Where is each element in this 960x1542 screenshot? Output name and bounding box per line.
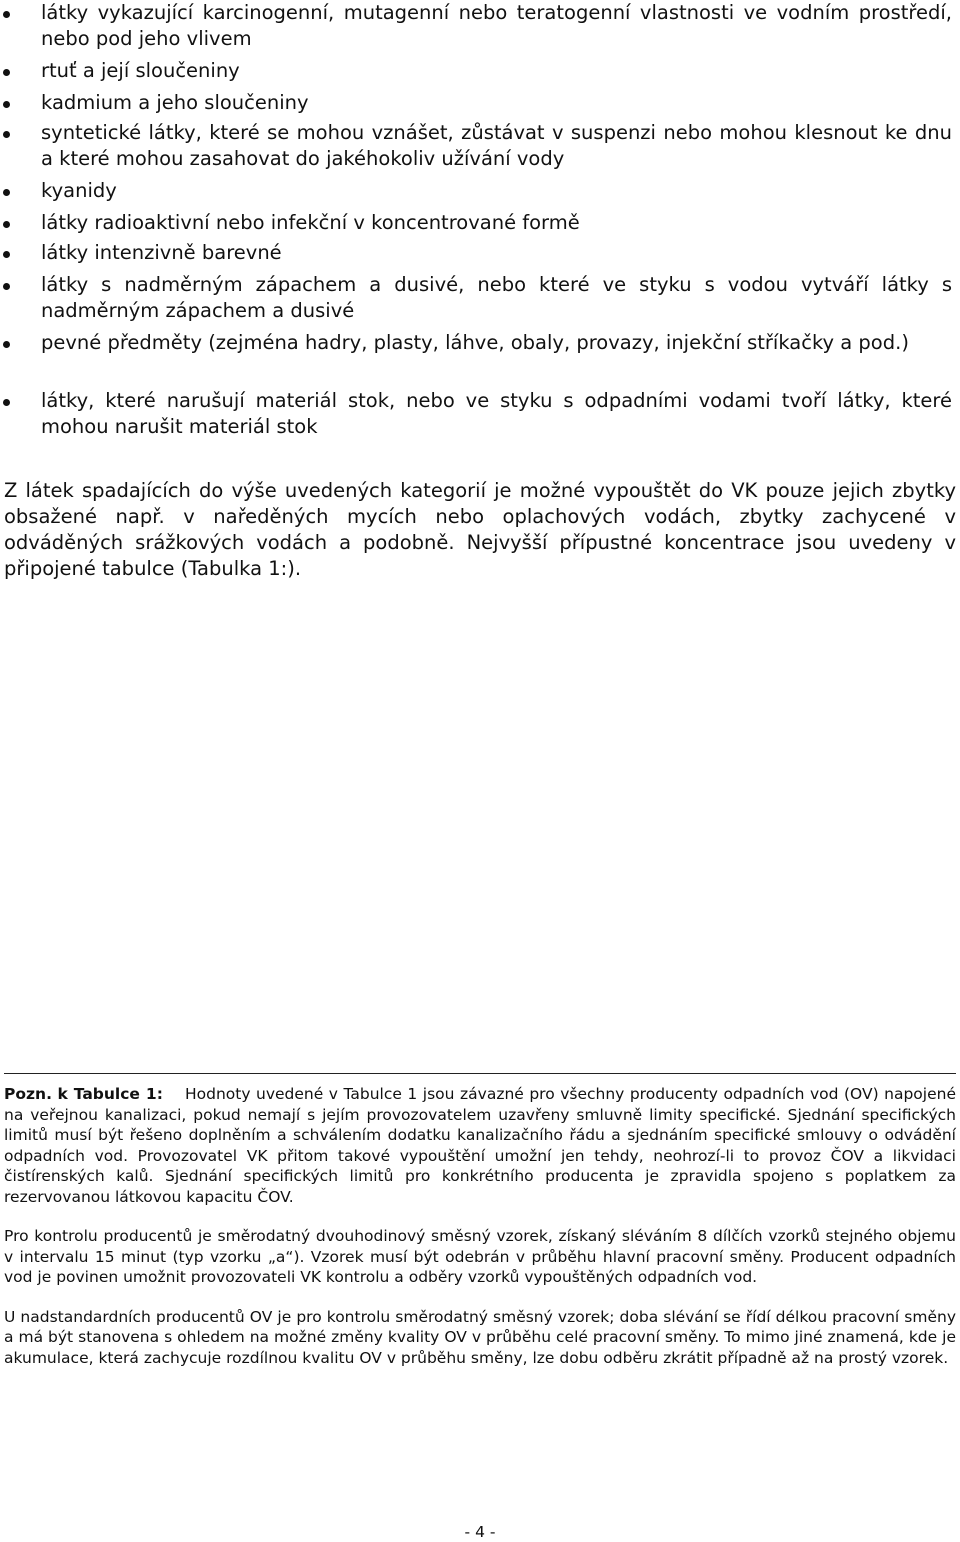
list-item-text: látky, které narušují materiál stok, nebo ve styku s odpadními vodami tvoří látky, které mohou narušit materiál stok	[41, 389, 952, 438]
note-table-reference: k Tabulce 1:	[57, 1085, 163, 1103]
list-item	[0, 330, 956, 356]
note-paragraph-1-text: Hodnoty uvedené v Tabulce 1 jsou závazné pro všechny producenty odpadních vod (OV) napojené na veřejnou kanalizaci, pokud nemají s jejím provozovatelem uzavřeny smluvně limity specifické. Sjednání specifických limitů musí být řešeno doplněním a schválením dodatku kanalizačního řádu a sjednáním specifické smlouvy o odvádění odpadních vod. Provozovatel VK přitom takové vypouštění umožní jen tehdy, neohrozí-li to provoz ČOV a likvidaci čistírenských kalů. Sjednání specifických limitů pro konkrétního producenta je zpravidla spojeno s poplatkem za rezervovanou látkovou kapacitu ČOV.	[4, 1085, 956, 1206]
bullet-dot-icon	[3, 131, 10, 138]
list-item-text: kyanidy	[41, 179, 117, 202]
bullet-dot-icon	[3, 399, 10, 406]
list-item	[0, 120, 956, 172]
list-item	[0, 240, 956, 266]
list-item-text: pevné předměty (zejména hadry, plasty, láhve, obaly, provazy, injekční stříkačky a pod.)	[41, 331, 909, 354]
note-paragraph-2: Pro kontrolu producentů je směrodatný dvouhodinový směsný vzorek, získaný sléváním 8 dílčích vzorků stejného objemu v intervalu 15 minut (typ vzorku „a“). Vzorek musí být odebrán v průběhu hlavní pracovní směny. Producent odpadních vod je povinen umožnit provozovateli VK kontrolu a odběry vzorků vypouštěných odpadních vod.	[4, 1227, 956, 1286]
list-item	[0, 388, 956, 440]
list-item-text: látky s nadměrným zápachem a dusivé, nebo které ve styku s vodou vytváří látky s nadměrným zápachem a dusivé	[41, 273, 952, 322]
note-paragraph-3: U nadstandardních producentů OV je pro kontrolu směrodatný směsný vzorek; doba slévání se řídí délkou pracovní směny a má být stanovena s ohledem na možné změny kvality OV v průběhu celé pracovní směny. To mimo jiné znamená, kde je akumulace, která zachycuje rozdílnou kvalitu OV v průběhu směny, lze dobu odběru zkrátit případně až na prostý vzorek.	[4, 1307, 956, 1367]
bullet-dot-icon	[3, 221, 10, 228]
list-item	[0, 210, 956, 236]
list-item-text: látky intenzivně barevné	[41, 241, 282, 264]
bullet-dot-icon	[3, 341, 10, 348]
bullet-dot-icon	[3, 251, 10, 258]
note-paragraph-1	[4, 1084, 956, 1207]
list-item	[0, 58, 956, 84]
list-item	[0, 90, 956, 116]
intro-paragraph: Z látek spadajících do výše uvedených kategorií je možné vypouštět do VK pouze jejich zbytky obsažené např. v naředěných mycích nebo oplachových vodách, zbytky zachycené v odváděných srážkových vodách a podobně. Nejvyšší přípustné koncentrace jsou uvedeny v připojené tabulce (Tabulka 1:).	[4, 479, 956, 580]
note-divider	[4, 1073, 956, 1074]
list-item-text: syntetické látky, které se mohou vznášet, zůstávat v suspenzi nebo mohou klesnout ke dnu a které mohou zasahovat do jakéhokoliv užívání vody	[41, 121, 952, 170]
bullet-dot-icon	[3, 101, 10, 108]
list-item-text: rtuť a její sloučeniny	[41, 59, 240, 82]
list-item	[0, 0, 956, 52]
list-item-text: kadmium a jeho sloučeniny	[41, 91, 309, 114]
list-item	[0, 178, 956, 204]
list-item	[0, 272, 956, 324]
note-label: Pozn.	[4, 1085, 52, 1103]
bullet-dot-icon	[3, 69, 10, 76]
bullet-dot-icon	[3, 283, 10, 290]
bullet-dot-icon	[3, 189, 10, 196]
list-item-text: látky vykazující karcinogenní, mutagenní nebo teratogenní vlastnosti ve vodním prostředí, nebo pod jeho vlivem	[41, 1, 952, 50]
bullet-dot-icon	[3, 11, 10, 18]
list-item-text: látky radioaktivní nebo infekční v koncentrované formě	[41, 211, 580, 234]
note-block	[4, 1084, 956, 1387]
page-number: - 4 -	[464, 1523, 496, 1541]
